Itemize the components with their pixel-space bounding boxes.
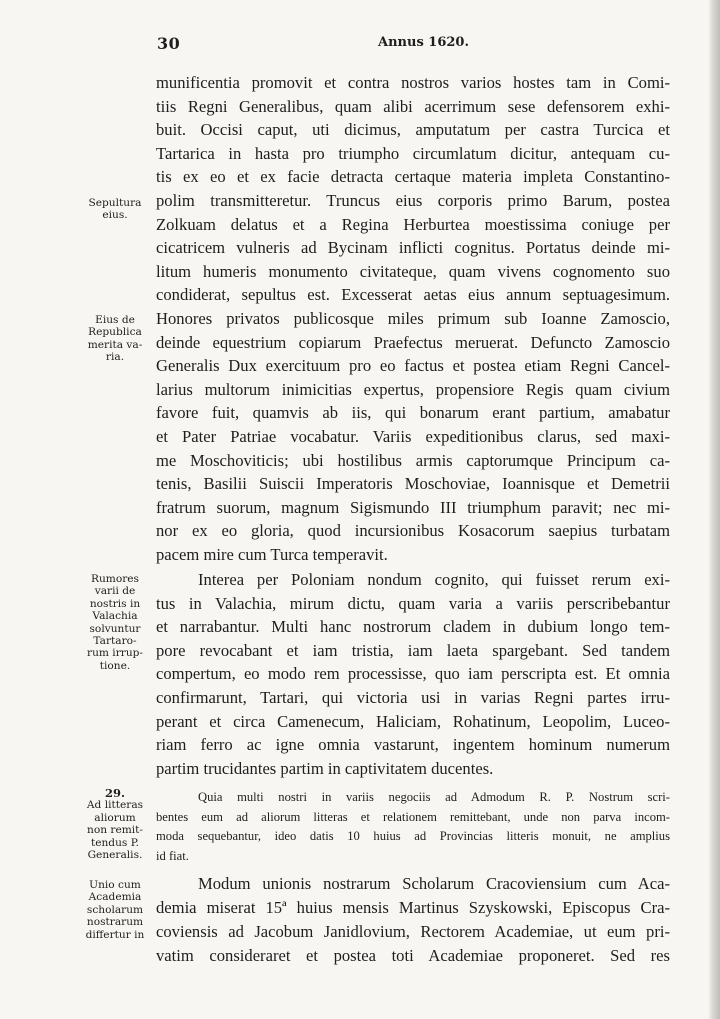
small-text-line: id fiat. [156,848,189,863]
margin-note-line: non remit- [87,824,143,837]
margin-note-line: Rumores [91,573,139,585]
margin-note-unio [80,879,150,941]
margin-note-line: Academia [88,891,142,904]
small-text-line: bentes eum ad aliorum litteras et relationem remittebant, unde non parva incom- [156,809,670,824]
margin-note-rumores [80,573,150,672]
text-line: Modum unionis nostrarum Scholarum Cracoviensium cum Aca- [198,874,670,893]
margin-note-line: Eius de [95,314,135,326]
text-line: favore fuit, quamvis ab iis, qui bonarum erant partium, amabatur [156,403,670,423]
margin-note-line: tione. [99,659,131,672]
page-header [0,34,720,54]
scan-edge-shadow [708,0,720,1019]
section-number: 29. [104,786,125,800]
margin-note-line: scholarum [86,903,144,916]
text-line: pore revocabant et iam tristia, iam laeta spargebant. Sed tandem [156,640,670,660]
text-line: polim transmitteretur. Truncus eius corporis primo Barum, postea [156,191,670,210]
margin-note-line: eius. [102,209,128,222]
margin-note-line: solvuntur [89,622,141,635]
margin-note-line: Unio cum [89,879,141,891]
margin-note-line: merita va- [87,338,143,351]
text-line: compertum, eo modo rem processisse, quo iam perscripta est. Et omnia [156,664,670,684]
text-line: munificentia promovit et contra nostros varios hostes tam in Comi- [156,73,670,92]
text-line: Tartarica in hasta pro triumpho circumlatum dicitur, antequam cu- [156,143,670,163]
running-title: Annus 1620. [378,35,469,50]
text-line: tiis Regni Generalibus, quam alibi acerrimum sese defensorem exhi- [156,96,670,116]
margin-note-line: ria. [105,351,125,364]
text-line: partim trucidantes partim in captivitatem ducentes. [156,758,494,778]
page-number: 30 [157,34,181,53]
margin-note-line: tendus P. [90,836,140,849]
margin-note-line: differtur in [85,928,145,941]
text-line: vatim consideraret et postea toti Academiae proponeret. Sed res [156,946,670,965]
margin-note-line: nostris in [89,597,141,610]
text-line: nor ex eo gloria, quod incursionibus Kosacorum saepius turbatam [156,521,670,541]
text-line: litum humeris monumento civitateque, quam vivens cognomento suo [156,261,670,281]
text-line: demia miserat 15ª huius mensis Martinus Szyskowski, Episcopus Cra- [156,898,670,917]
margin-note-line: nostrarum [86,916,144,929]
margin-note-line: varii de [94,585,136,598]
text-line: pacem mire cum Turca temperavit. [156,545,388,564]
text-line: confirmarunt, Tartari, qui victoria usi in varias Regni partes irru- [156,688,670,707]
text-line: deinde equestrium copiarum Praefectus meruerat. Defuncto Zamoscio [156,332,670,352]
margin-note-line: Sepultura [88,197,142,209]
small-text-line: moda sequebantur, ideo datis 10 huius ad Provincias litteris monuit, ne amplius [156,829,670,843]
text-line: condiderat, sepultus est. Excesserat aetas eius annum septuagesimum. [156,285,670,305]
margin-note-merita [80,314,150,364]
margin-note-line: Valachia [92,610,138,623]
text-line: cicatricem vulneris ad Bycinam inflicti cognitus. Portatus deinde mi- [156,238,670,258]
text-line: Generalis Dux exercituum pro eo factus et postea etiam Regni Cancel- [156,356,670,376]
margin-note-litteras [80,787,150,861]
text-line: larius multorum inimicitias expertus, propensiore Regis quam civium [156,379,670,399]
text-line: et Pater Patriae vocabatur. Variis expeditionibus clarus, sed maxi- [156,427,670,446]
margin-note-line: aliorum [94,811,136,824]
text-line: buit. Occisi caput, uti dicimus, amputatum per castra Turcica et [156,120,670,140]
text-line: Zolkuam delatus et a Regina Herburtea moestissima coniuge per [156,214,670,234]
margin-note-line: Ad litteras [86,799,144,812]
margin-note-line: Republica [88,326,142,339]
text-line: et narrabantur. Multi hanc nostrorum cladem in dubium longo tem- [156,617,670,637]
text-line: Honores privatos publicosque miles primum sub Ioanne Zamoscio, [156,309,670,328]
margin-note-line: Generalis. [87,849,143,862]
text-line: tus in Valachia, mirum dictu, quam varia a variis perscribebantur [156,593,670,613]
text-line: me Moschoviticis; ubi hostilibus armis captorumque Principum ca- [156,450,670,470]
text-line: riam ferro ac igne omnia vastarunt, ingentem hominum numerum [156,735,670,755]
text-line: tenis, Basilii Suiscii Imperatoris Moschoviae, Ioannisque et Demetrii [156,474,670,494]
text-line: coviensis ad Jacobum Janidlovium, Rectorem Academiae, ut eum pri- [156,922,670,941]
text-line: fratrum suorum, magnum Sigismundo III triumphum paravit; nec mi- [156,497,670,517]
small-text-line: Quia multi nostri in variis negociis ad Admodum R. P. Nostrum scri- [198,790,670,804]
margin-note-sepultura [80,197,150,222]
text-line: tis ex eo et ex facie detracta certaque materia impleta Constantino- [156,167,670,187]
text-line: Interea per Poloniam nondum cognito, qui fuisset rerum exi- [198,570,670,589]
text-line: perant et circa Camenecum, Haliciam, Rohatinum, Leopolim, Luceo- [156,711,670,731]
margin-note-line: Tartaro- [93,635,137,648]
margin-note-line: rum irrup- [87,647,143,660]
